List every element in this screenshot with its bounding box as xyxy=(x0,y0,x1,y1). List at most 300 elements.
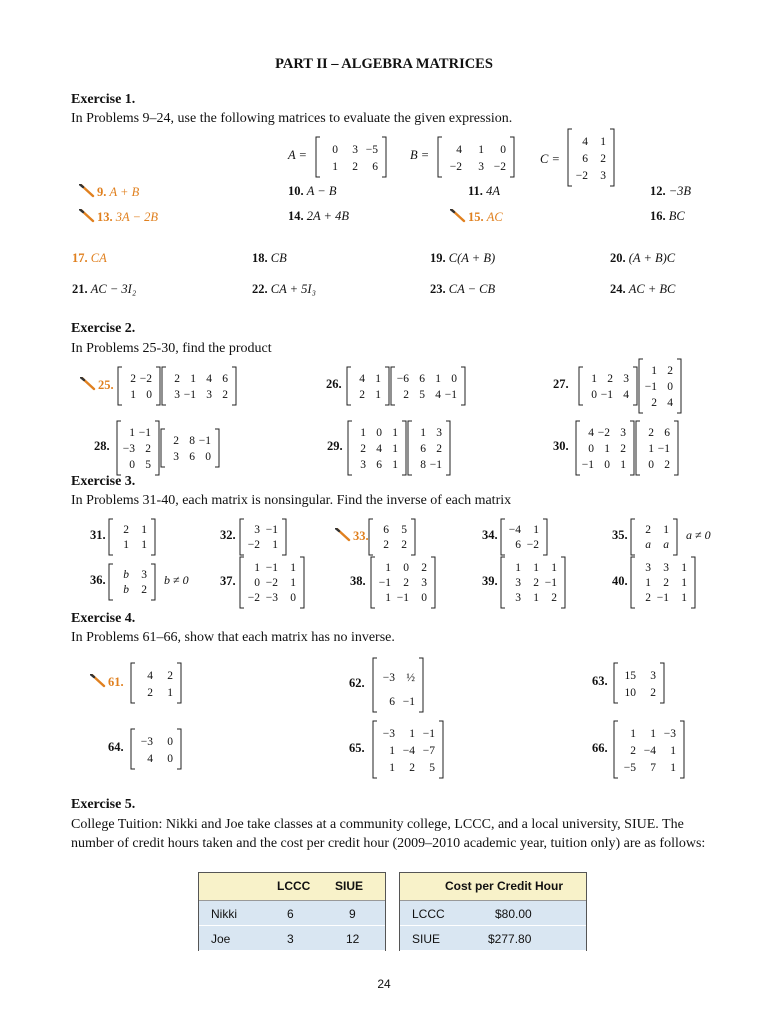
exercise-4-heading: Exercise 4. xyxy=(71,611,136,626)
matrix-entry: 0 xyxy=(254,577,260,589)
matrix-entry: 4 xyxy=(456,144,462,156)
problem-10 xyxy=(288,184,336,199)
matrix-c-name: C = xyxy=(540,152,560,166)
matrix-entry: 1 xyxy=(141,524,147,536)
matrix-entry: 2 xyxy=(167,670,173,682)
matrix-entry: 1 xyxy=(290,577,296,589)
problem-expression: CA − CB xyxy=(448,282,496,296)
problem-expression: −3B xyxy=(668,184,692,198)
matrix-entry: 1 xyxy=(645,577,651,589)
problem-16 xyxy=(650,209,685,224)
pencil-icon xyxy=(335,528,352,542)
matrix-entry: 2 xyxy=(360,443,366,455)
problem-number: 11. xyxy=(468,184,483,198)
matrix-a xyxy=(315,136,389,183)
problem-13 xyxy=(79,209,158,225)
matrix-entry: −2 xyxy=(139,373,152,385)
matrix-entry: 0 xyxy=(290,592,296,604)
matrix-entry: 2 xyxy=(147,687,153,699)
problem-number: 25. xyxy=(98,378,114,392)
matrix-entry: −5 xyxy=(623,762,636,774)
problem-number: 31. xyxy=(90,528,106,542)
matrix-entry: −1 xyxy=(402,696,415,708)
problem-expression: AC xyxy=(486,210,503,224)
matrix-entry: 15 xyxy=(624,670,636,682)
matrix-entry: 1 xyxy=(670,745,676,757)
matrix-entry: 6 xyxy=(189,451,195,463)
credit-hours-table xyxy=(198,872,386,951)
problem-12 xyxy=(650,184,691,199)
matrix-bracket xyxy=(631,519,677,555)
matrix-entry: 1 xyxy=(650,728,656,740)
matrix-entry: 6 xyxy=(222,373,228,385)
matrix-bracket xyxy=(109,564,155,600)
matrix-entry: 3 xyxy=(478,161,484,173)
table-row xyxy=(199,901,385,926)
matrix-entry: −2 xyxy=(493,161,506,173)
matrix-37 xyxy=(239,556,307,614)
problem-number: 13. xyxy=(97,210,113,224)
matrix-entry: 2 xyxy=(620,443,626,455)
row-name: Nikki xyxy=(211,907,237,921)
matrix-entry: 3 xyxy=(600,170,606,182)
matrix-entry: 3 xyxy=(173,451,179,463)
problem-number: 21. xyxy=(72,282,88,296)
matrix-entry: ½ xyxy=(406,672,415,684)
problem-expression: (A + B)C xyxy=(628,251,676,265)
matrix-entry: 4 xyxy=(147,670,153,682)
matrix-entry: −4 xyxy=(508,524,521,536)
matrix-bracket xyxy=(131,663,181,703)
matrix-entry: 1 xyxy=(515,562,521,574)
matrix-entry: −1 xyxy=(138,427,151,439)
matrix-entry: −1 xyxy=(183,389,196,401)
problem-number: 15. xyxy=(468,210,484,224)
matrix-entry: 6 xyxy=(664,427,670,439)
matrix-entry: 1 xyxy=(620,459,626,471)
problem-24 xyxy=(610,282,675,297)
table-row xyxy=(400,926,586,951)
matrix-entry: 0 xyxy=(648,459,654,471)
matrix-entry: 6 xyxy=(372,161,378,173)
matrix-entry: 2 xyxy=(359,389,365,401)
matrix-entry: −1 xyxy=(600,389,613,401)
matrix-entry: 8 xyxy=(420,459,426,471)
matrix-entry: 6 xyxy=(515,539,521,551)
matrix-entry: b xyxy=(123,569,129,581)
problem-number: 10. xyxy=(288,184,304,198)
matrix-34 xyxy=(500,518,550,561)
matrix-entry: 4 xyxy=(376,443,382,455)
matrix-entry: 1 xyxy=(681,562,687,574)
problem-label xyxy=(94,439,110,454)
problem-label xyxy=(482,528,498,543)
matrix-entry: 0 xyxy=(588,443,594,455)
matrix-entry: 2 xyxy=(403,577,409,589)
product-25 xyxy=(117,366,239,411)
problem-number: 14. xyxy=(288,209,304,223)
problem-number: 62. xyxy=(349,676,365,690)
matrix-entry: 2 xyxy=(607,373,613,385)
problem-number: 23. xyxy=(430,282,446,296)
matrix-66 xyxy=(613,720,687,784)
problem-label xyxy=(482,574,498,589)
matrix-entry: −1 xyxy=(644,381,657,393)
matrix-entry: 2 xyxy=(630,745,636,757)
problem-expression: A − B xyxy=(306,184,337,198)
matrix-31 xyxy=(108,518,158,561)
row-value: 12 xyxy=(346,932,360,946)
matrix-entry: 0 xyxy=(591,389,597,401)
problem-number: 30. xyxy=(553,439,569,453)
exercise-3-heading: Exercise 3. xyxy=(71,474,136,489)
matrix-entry: 6 xyxy=(383,524,389,536)
matrix-entry: −6 xyxy=(396,373,409,385)
problem-number: 16. xyxy=(650,209,666,223)
matrix-entry: 2 xyxy=(664,459,670,471)
problem-label xyxy=(90,528,106,543)
problem-expression: AC − 3I₂ xyxy=(90,282,137,296)
matrix-bracket xyxy=(369,519,415,555)
problem-expression: BC xyxy=(668,209,685,223)
matrix-40 xyxy=(630,556,698,614)
problem-label xyxy=(612,528,628,543)
matrix-entry: 1 xyxy=(385,592,391,604)
matrix-entry: a xyxy=(645,539,651,551)
matrix-b xyxy=(437,136,517,183)
problem-number: 38. xyxy=(350,573,366,588)
matrix-entry: −3 xyxy=(265,592,278,604)
problem-number: 27. xyxy=(553,377,569,391)
exercise-1-text: In Problems 9–24, use the following matrices to evaluate the given expression. xyxy=(71,111,513,126)
problem-18 xyxy=(252,251,287,266)
matrix-entry: 4 xyxy=(435,389,441,401)
matrix-entry: 1 xyxy=(651,365,657,377)
matrix-entry: −4 xyxy=(402,745,415,757)
pencil-icon xyxy=(79,209,96,223)
problem-expression: AC + BC xyxy=(628,282,676,296)
matrix-entry: 3 xyxy=(623,373,629,385)
matrix-entry: 7 xyxy=(650,762,656,774)
problem-number: 26. xyxy=(326,377,342,391)
problem-label xyxy=(90,573,106,588)
matrix-entry: 1 xyxy=(375,373,381,385)
matrix-entry: 0 xyxy=(604,459,610,471)
problem-number: 61. xyxy=(108,675,124,689)
problem-number: 28. xyxy=(94,439,110,453)
matrix-c xyxy=(567,128,617,192)
matrix-entry: 2 xyxy=(648,427,654,439)
product-26 xyxy=(346,366,468,411)
problem-label xyxy=(349,741,365,756)
matrix-entry: −3 xyxy=(382,728,395,740)
problem-label xyxy=(108,740,124,755)
matrix-entry: 1 xyxy=(141,539,147,551)
matrix-entry: 3 xyxy=(663,562,669,574)
matrix-entry: 0 xyxy=(129,459,135,471)
matrix-entry: 1 xyxy=(630,728,636,740)
matrix-entry: −3 xyxy=(382,672,395,684)
matrix-entry: 1 xyxy=(392,427,398,439)
matrix-65 xyxy=(372,720,446,784)
exercise-5-heading: Exercise 5. xyxy=(71,797,136,812)
matrix-entry: 6 xyxy=(376,459,382,471)
matrix-entry: 2 xyxy=(650,687,656,699)
matrix-entry: 2 xyxy=(173,435,179,447)
problem-expression: 3A − 2B xyxy=(115,210,158,224)
matrix-entry: −1 xyxy=(581,459,594,471)
matrix-entry: −1 xyxy=(429,459,442,471)
matrix-entry: 2 xyxy=(409,762,415,774)
matrix-entry: −2 xyxy=(597,427,610,439)
matrix-entry: −1 xyxy=(265,562,278,574)
matrix-entry: 5 xyxy=(401,524,407,536)
matrix-entry: 1 xyxy=(254,562,260,574)
matrix-entry: 2 xyxy=(645,524,651,536)
problem-15 xyxy=(450,209,503,225)
matrix-entry: −2 xyxy=(575,170,588,182)
problem-expression: 4A xyxy=(486,184,500,198)
problem-label xyxy=(612,574,628,589)
page-number: 24 xyxy=(377,977,391,991)
problem-label xyxy=(349,676,365,691)
matrix-entry: 3 xyxy=(206,389,212,401)
matrix-entry: 1 xyxy=(409,728,415,740)
matrix-entry: 1 xyxy=(392,459,398,471)
matrix-entry: −1 xyxy=(657,443,670,455)
problem-expression: CA xyxy=(90,251,107,265)
problem-number: 39. xyxy=(482,573,498,588)
pencil-icon xyxy=(80,377,97,391)
matrix-entry: 2 xyxy=(174,373,180,385)
matrix-entry: −2 xyxy=(265,577,278,589)
problem-number: 40. xyxy=(612,573,628,588)
matrix-entry: 1 xyxy=(681,577,687,589)
problem-number: 66. xyxy=(592,740,608,755)
credit-hours-header-row xyxy=(199,873,385,901)
row-name: SIUE xyxy=(412,932,441,946)
matrix-entry: −1 xyxy=(444,389,457,401)
row-value: 3 xyxy=(287,932,294,946)
matrix-entry: 3 xyxy=(174,389,180,401)
exercise-5-text: College Tuition: Nikki and Joe take classes at a community college, LCCC, and a local university, SIUE. The number of credit hours taken and the cost per credit hour (2009–2010 academic year, tuition only) are as follows: xyxy=(71,817,706,851)
matrix-entry: −1 xyxy=(198,435,211,447)
matrix-entry: 4 xyxy=(588,427,594,439)
matrix-b-name: B = xyxy=(410,148,430,162)
problem-9 xyxy=(79,184,139,200)
matrix-64 xyxy=(130,728,184,775)
matrix-entry: 0 xyxy=(146,389,152,401)
matrix-entry: 2 xyxy=(403,389,409,401)
problem-number: 33. xyxy=(353,529,369,543)
cost-header-row xyxy=(400,873,586,901)
problem-number: 17. xyxy=(72,251,88,265)
problem-label xyxy=(220,574,236,589)
matrix-entry: 3 xyxy=(650,670,656,682)
matrix-entry: −2 xyxy=(449,161,462,173)
matrix-entry: 1 xyxy=(420,427,426,439)
matrix-entry: −1 xyxy=(656,592,669,604)
matrix-entry: 6 xyxy=(420,443,426,455)
matrix-entry: 1 xyxy=(389,762,395,774)
condition: b ≠ 0 xyxy=(164,573,189,587)
problem-label xyxy=(80,377,114,393)
matrix-entry: 1 xyxy=(167,687,173,699)
matrix-entry: 2 xyxy=(130,373,136,385)
problem-label xyxy=(220,528,236,543)
matrix-entry: 1 xyxy=(478,144,484,156)
exercise-2-text: In Problems 25-30, find the product xyxy=(71,341,272,356)
problem-label xyxy=(326,377,342,392)
matrix-entry: 6 xyxy=(582,153,588,165)
matrix-entry: 2 xyxy=(551,592,557,604)
matrix-entry: 1 xyxy=(389,745,395,757)
matrix-entry: a xyxy=(663,539,669,551)
matrix-entry: 3 xyxy=(352,144,358,156)
credit-hours-header-siue: SIUE xyxy=(335,879,364,893)
matrix-entry: 2 xyxy=(141,584,147,596)
problem-number: 24. xyxy=(610,282,626,296)
problem-number: 29. xyxy=(327,439,343,453)
matrix-entry: 1 xyxy=(290,562,296,574)
matrix-entry: 0 xyxy=(667,381,673,393)
matrix-entry: −7 xyxy=(422,745,435,757)
problem-expression: A + B xyxy=(109,185,140,199)
matrix-entry: 4 xyxy=(667,397,673,409)
matrix-38 xyxy=(370,556,438,614)
matrix-entry: 2 xyxy=(421,562,427,574)
matrix-entry: 3 xyxy=(620,427,626,439)
problem-17 xyxy=(72,251,107,266)
row-name: LCCC xyxy=(412,907,445,921)
row-name: Joe xyxy=(211,932,231,946)
matrix-entry: −1 xyxy=(544,577,557,589)
matrix-bracket xyxy=(373,658,423,712)
cost-header: Cost per Credit Hour xyxy=(445,879,564,893)
matrix-entry: 3 xyxy=(515,592,521,604)
matrix-entry: 3 xyxy=(141,569,147,581)
problem-number: 9. xyxy=(97,185,107,199)
table-row xyxy=(199,926,385,951)
matrix-entry: 2 xyxy=(383,539,389,551)
matrix-bracket xyxy=(614,663,664,703)
matrix-entry: 5 xyxy=(419,389,425,401)
matrix-entry: 2 xyxy=(667,365,673,377)
row-value: 9 xyxy=(349,907,356,921)
matrix-entry: 3 xyxy=(254,524,260,536)
pencil-icon xyxy=(90,674,107,688)
matrix-entry: 3 xyxy=(515,577,521,589)
row-value: 6 xyxy=(287,907,294,921)
matrix-entry: 1 xyxy=(129,427,135,439)
matrix-entry: 1 xyxy=(130,389,136,401)
problem-number: 37. xyxy=(220,573,236,588)
matrix-entry: 2 xyxy=(600,153,606,165)
matrix-entry: 1 xyxy=(392,443,398,455)
problem-number: 36. xyxy=(90,573,106,587)
matrix-33 xyxy=(368,518,418,561)
problem-19 xyxy=(430,251,495,266)
matrix-entry: 2 xyxy=(352,161,358,173)
matrix-bracket xyxy=(131,729,181,769)
matrix-entry: 0 xyxy=(500,144,506,156)
matrix-entry: 4 xyxy=(623,389,629,401)
matrix-entry: 1 xyxy=(681,592,687,604)
matrix-entry: 1 xyxy=(551,562,557,574)
matrix-entry: −5 xyxy=(365,144,378,156)
matrix-entry: −1 xyxy=(396,592,409,604)
matrix-entry: 2 xyxy=(401,539,407,551)
product-28 xyxy=(116,420,222,481)
problem-label xyxy=(335,528,369,544)
problem-number: 35. xyxy=(612,528,628,542)
matrix-entry: 6 xyxy=(389,696,395,708)
matrix-entry: 0 xyxy=(167,736,173,748)
problem-expression: CB xyxy=(270,251,287,265)
credit-hours-header-lccc: LCCC xyxy=(277,879,311,893)
matrix-entry: 2 xyxy=(645,592,651,604)
exercise-2-heading: Exercise 2. xyxy=(71,321,136,336)
matrix-36 xyxy=(108,563,158,606)
matrix-entry: 10 xyxy=(624,687,636,699)
problem-11 xyxy=(468,184,500,199)
matrix-entry: 1 xyxy=(591,373,597,385)
matrix-entry: 4 xyxy=(582,136,588,148)
product-27 xyxy=(578,358,684,419)
problem-label xyxy=(592,674,608,689)
matrix-entry: 1 xyxy=(663,524,669,536)
problem-number: 64. xyxy=(108,740,124,754)
matrix-entry: 2 xyxy=(651,397,657,409)
matrix-entry: 0 xyxy=(421,592,427,604)
problem-14 xyxy=(288,209,349,224)
matrix-entry: 1 xyxy=(600,136,606,148)
matrix-entry: 2 xyxy=(663,577,669,589)
matrix-entry: 6 xyxy=(419,373,425,385)
row-value: $80.00 xyxy=(495,907,532,921)
exercise-3-text: In Problems 31-40, each matrix is nonsingular. Find the inverse of each matrix xyxy=(71,493,512,508)
problem-label xyxy=(553,439,569,454)
matrix-entry: 1 xyxy=(190,373,196,385)
matrix-39 xyxy=(500,556,568,614)
page-title: PART II – ALGEBRA MATRICES xyxy=(275,56,493,72)
table-row xyxy=(400,901,586,926)
product-30 xyxy=(575,420,681,481)
matrix-entry: 0 xyxy=(332,144,338,156)
matrix-entry: 3 xyxy=(436,427,442,439)
exercise-4-text: In Problems 61–66, show that each matrix has no inverse. xyxy=(71,630,395,645)
matrix-35 xyxy=(630,518,680,561)
matrix-entry: 1 xyxy=(604,443,610,455)
matrix-entry: 1 xyxy=(670,762,676,774)
problem-label xyxy=(553,377,569,392)
matrix-entry: 0 xyxy=(205,451,211,463)
matrix-entry: −4 xyxy=(643,745,656,757)
matrix-entry: −3 xyxy=(663,728,676,740)
problem-expression: C(A + B) xyxy=(448,251,496,265)
matrix-a-name: A = xyxy=(288,148,307,162)
matrix-bracket xyxy=(347,367,389,405)
matrix-entry: 3 xyxy=(360,459,366,471)
problem-20 xyxy=(610,251,675,266)
matrix-entry: −2 xyxy=(247,592,260,604)
matrix-entry: 1 xyxy=(375,389,381,401)
matrix-entry: −2 xyxy=(247,539,260,551)
matrix-entry: 3 xyxy=(421,577,427,589)
problem-label xyxy=(592,741,608,756)
matrix-63 xyxy=(613,662,667,709)
problem-label xyxy=(327,439,343,454)
